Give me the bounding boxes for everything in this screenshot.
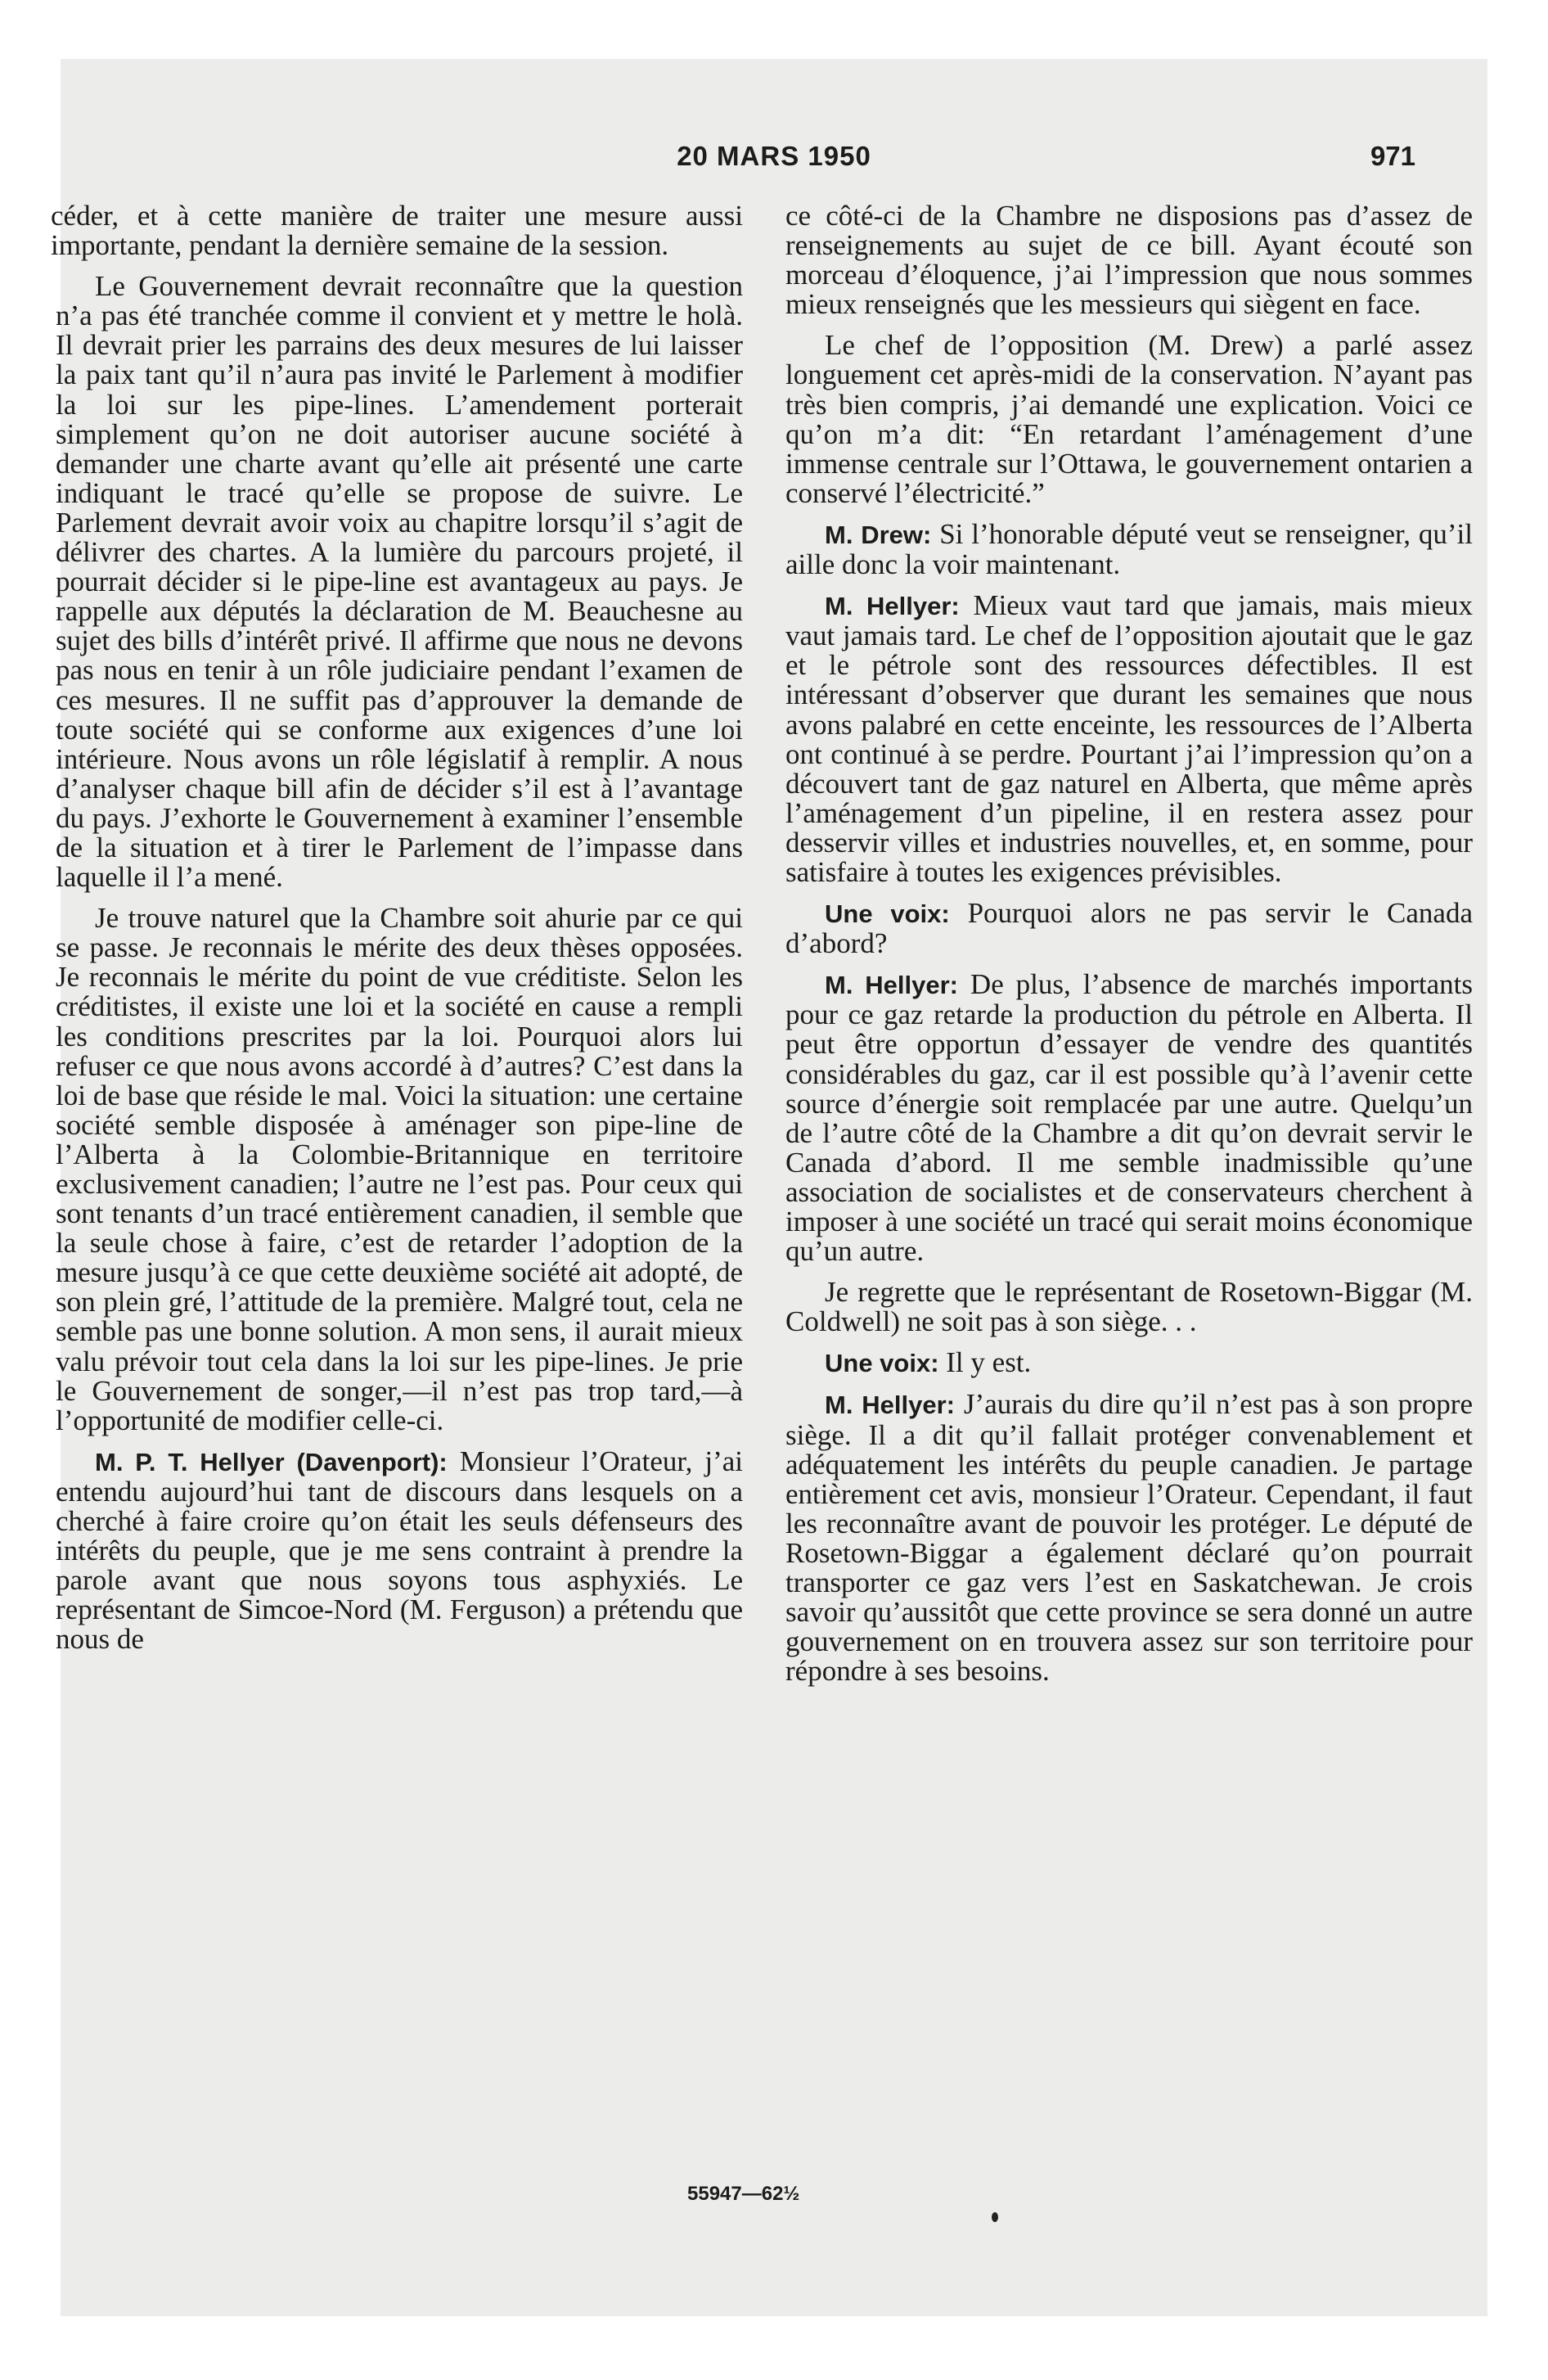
paragraph: Le chef de l’opposition (M. Drew) a parlé assez longuement cet après-midi de la conservation. N’ayant pas très bien compris, j’ai demandé une explication. Voici ce qu’on m’a dit: “En retardant l’aménagement d’une immense centrale sur l’Ottawa, le gouvernement ontarien a conservé l’électricité.”: [785, 329, 1473, 509]
speaker-name: M. Drew:: [825, 520, 932, 549]
speech-paragraph: [785, 899, 1473, 958]
page-date: 20 MARS 1950: [677, 141, 871, 171]
speaker-name: M. Hellyer:: [825, 1391, 955, 1420]
speech-paragraph: [56, 1447, 743, 1655]
speech-text: Il y est.: [946, 1346, 1032, 1379]
paragraph: Je regrette que le représentant de Rosetown-Biggar (M. Coldwell) ne soit pas à son siège. . .: [785, 1276, 1473, 1338]
paragraph: Le Gouvernement devrait reconnaître que la question n’a pas été tranchée comme il convient et y mettre le holà. Il devrait prier les parrains des deux mesures de lui laisser la paix tant qu’il n’aura pas invité le Parlement à modifier la loi sur les pipe-lines. L’amendement porterait simplement qu’on ne doit autoriser aucune société à demander une charte avant qu’elle ait présenté une carte indiquant le tracé qu’elle se propose de suivre. Le Parlement devrait avoir voix au chapitre lorsqu’il s’agit de délivrer des chartes. A la lumière du parcours projeté, il pourrait décider si le pipe-line est avantageux au pays. Je rappelle aux députés la déclaration de M. Beauchesne au sujet des bills d’intérêt privé. Il affirme que nous ne devons pas nous en tenir à un rôle judiciaire pendant l’examen de ces mesures. Il ne suffit pas d’approuver la demande de toute société qui se conforme aux exigences d’une loi intérieure. Nous avons un rôle législatif à remplir. A nous d’analyser chaque bill afin de décider s’il est à l’avantage du pays. J’exhorte le Gouvernement à examiner l’ensemble de la situation et à tirer le Parlement de l’impasse dans laquelle il l’a mené.: [56, 270, 743, 894]
speech-text: Pourquoi alors ne pas servir le Canada d’abord?: [785, 897, 1473, 960]
paragraph: céder, et à cette manière de traiter une mesure aussi importante, pendant la dernière semaine de la session.: [51, 200, 743, 262]
speaker-name: M. P. T. Hellyer (Davenport):: [95, 1447, 448, 1476]
paragraph: ce côté-ci de la Chambre ne disposions pas d’assez de renseignements au sujet de ce bill. Ayant écouté son morceau d’éloquence, j’ai l’impression que nous sommes mieux renseignés que les messieurs qui siègent en face.: [785, 200, 1473, 321]
page-number: 971: [1370, 141, 1415, 171]
speech-text: Monsieur l’Orateur, j’ai entendu aujourd’hui tant de discours dans lesquels on a cherché à faire croire qu’on était les seuls défenseurs des intérêts du peuple, que je me sens contraint à prendre la parole avant que nous soyons tous asphyxiés. Le représentant de Simcoe-Nord (M. Ferguson) a prétendu que nous de: [56, 1445, 744, 1656]
speaker-name: Une voix:: [825, 1349, 939, 1378]
speech-paragraph: [785, 591, 1473, 887]
footer-dot-mark: [992, 2212, 998, 2222]
speaker-name: Une voix:: [825, 899, 950, 929]
speech-paragraph: [785, 1348, 1473, 1378]
speech-text: Si l’honorable député veut se renseigner, qu’il aille donc la voir maintenant.: [785, 517, 1473, 581]
speech-paragraph: [785, 1390, 1473, 1686]
speech-text: De plus, l’absence de marchés importants pour ce gaz retarde la production du pétrole en Alberta. Il peut être opportun d’essayer de vendre des quantités considérables du gaz, car il est possible qu’à l’avenir cette source d’énergie soit remplacée par une autre. Quelqu’un de l’autre côté de la Chambre a dit qu’on devrait servir le Canada d’abord. Il me semble inadmissible qu’une association de socialistes et de conservateurs cherchent à imposer à une société un tracé qui serait moins économique qu’un autre.: [785, 968, 1474, 1268]
paragraph: Je trouve naturel que la Chambre soit ahurie par ce qui se passe. Je reconnais le mérite des deux thèses opposées. Je reconnais le mérite du point de vue créditiste. Selon les créditistes, il existe une loi et la société en cause a rempli les conditions prescrites par la loi. Pourquoi alors lui refuser ce que nous avons accordé à d’autres? C’est dans la loi de base que réside le mal. Voici la situation: une certaine société semble disposée à aménager son pipe-line de l’Alberta à la Colombie-Britannique en territoire exclusivement canadien; l’autre ne l’est pas. Pour ceux qui sont tenants d’un tracé entièrement canadien, il semble que la seule chose à faire, c’est de retarder l’adoption de la mesure jusqu’à ce que cette deuxième société ait adopté, de son plein gré, l’attitude de la première. Malgré tout, cela ne semble pas une bonne solution. A mon sens, il aurait mieux valu prévoir tout cela dans la loi sur les pipe-lines. Je prie le Gouvernement de songer,—il n’est pas trop tard,—à l’opportunité de modifier celle-ci.: [56, 902, 743, 1436]
right-column: [785, 201, 1473, 2166]
speaker-name: M. Hellyer:: [825, 971, 958, 1000]
speaker-name: M. Hellyer:: [825, 592, 960, 621]
speech-paragraph: [785, 517, 1473, 581]
speech-text: Mieux vaut tard que jamais, mais mieux vaut jamais tard. Le chef de l’opposition ajoutait que le gaz et le pétrole sont des ressources défectibles. Il est intéressant d’observer que durant les semaines que nous avons palabré en cette enceinte, les ressources de l’Alberta ont continué à se perdre. Pourtant j’ai l’impression qu’on a découvert tant de gaz naturel en Alberta, que même après l’aménagement d’un pipeline, il en restera assez pour desservir villes et industries nouvelles, et, en somme, pour satisfaire à toutes les exigences prévisibles.: [785, 589, 1473, 888]
printer-signature: 55947—62½: [687, 2183, 800, 2205]
speech-text: J’aurais du dire qu’il n’est pas à son propre siège. Il a dit qu’il fallait protéger convenablement et adéquatement les intérêts du peuple canadien. Je partage entièrement cet avis, monsieur l’Orateur. Cependant, il faut les reconnaître avant de pouvoir les protéger. Le député de Rosetown-Biggar a également déclaré qu’on pourrait transporter ce gaz vers l’est en Saskatchewan. Je crois savoir qu’aussitôt que cette province se sera donné un autre gouvernement on en trouvera assez sur son territoire pour répondre à ses besoins.: [785, 1388, 1474, 1688]
speech-paragraph: [785, 970, 1473, 1266]
left-column: [51, 200, 744, 2166]
running-header: [61, 141, 1487, 182]
